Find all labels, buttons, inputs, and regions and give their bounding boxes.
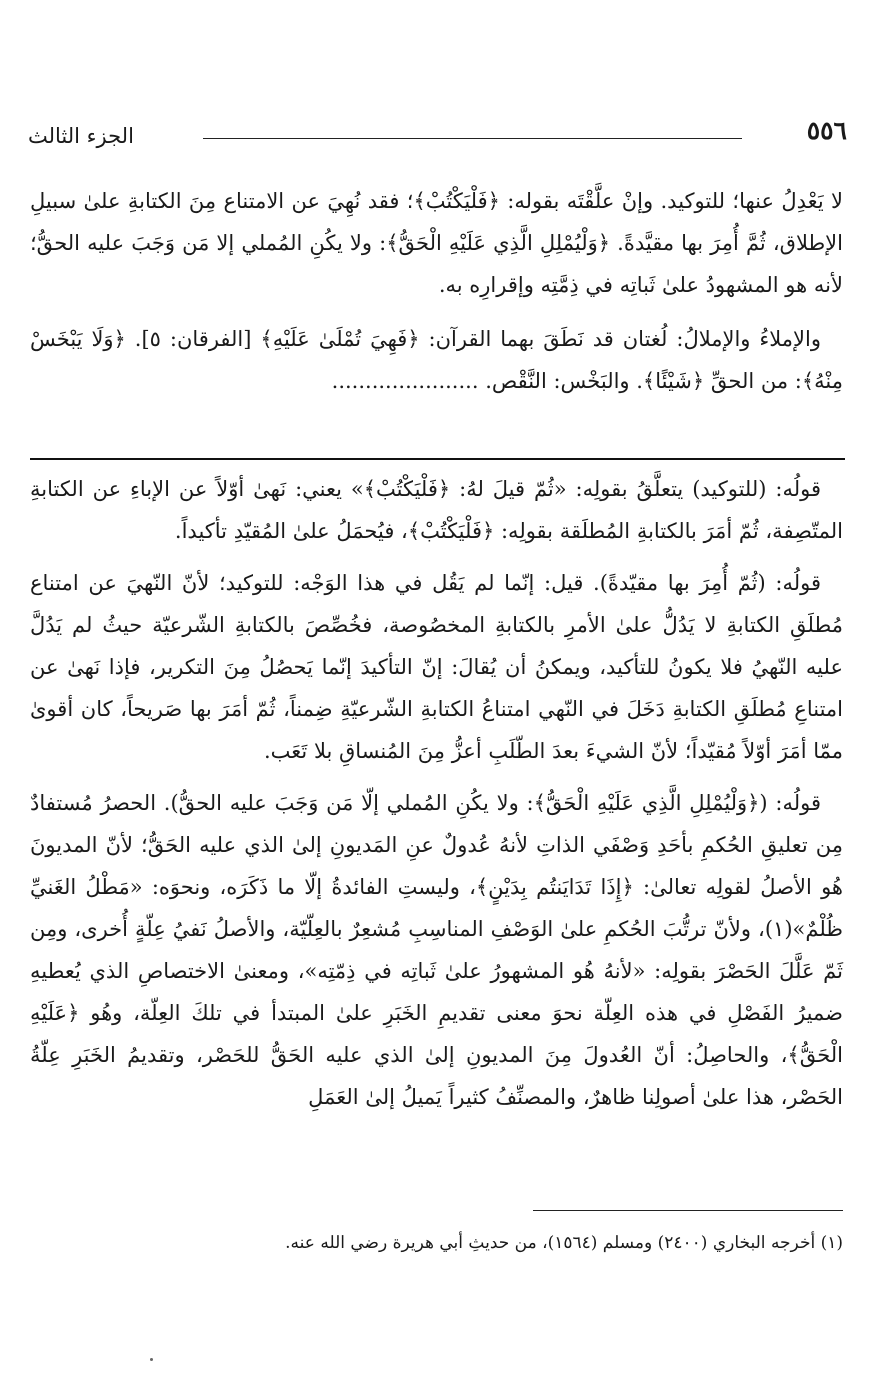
- main-text-paragraph-2: والإملاءُ والإملالُ: لُغتان قد نَطَقَ بهما القرآن: ﴿فَهِيَ تُمْلَىٰ عَلَيْهِ﴾ [الفرقان: ٥]. ﴿وَلَا يَبْخَسْ مِنْهُ﴾: من الحقِّ ﴿شَيْئًا﴾. والبَخْس: النَّقْص. ......................: [30, 327, 843, 393]
- page-header: [28, 112, 847, 156]
- commentary-paragraph-3: قولُه: (﴿وَلْيُمْلِلِ الَّذِي عَلَيْهِ الْحَقُّ﴾: ولا يكُنِ المُملي إلّا مَن وَجَبَ عليه الحقُّ). الحصرُ مُستفادٌ مِن تعليقِ الحُكمِ بأحَدِ وَصْفَي الذاتِ لأنهُ عُدولٌ عنِ المَديونِ إلىٰ الذي عليه الحَقُّ؛ لأنّ المديونَ هُو الأصلُ لقولِه تعالىٰ: ﴿إِذَا تَدَايَنتُم بِدَيْنٍ﴾، وليستِ الفائدةُ إلّا ما ذَكَرَه، ونحوَه: «مَطْلُ الغَنيِّ ظُلْمٌ»(١)، ولأنّ ترتُّبَ الحُكمِ علىٰ الوَصْفِ المناسِبِ مُشعِرٌ بالعِلّيّة، والأصلُ نَفيُ عِلّةٍ أُخرى، ومِن ثَمّ عَلَّلَ الحَصْرَ بقولِه: «لأنهُ هُو المشهورُ علىٰ ثَباتِه في ذِمّتِه»، ومعنىٰ الاختصاصِ الذي يُعطيهِ ضميرُ الفَصْلِ في هذه العِلّة نحوَ معنى تقديمِ الخَبَرِ علىٰ المبتدأ في تلكَ العِلّة، وهُو ﴿عَلَيْهِ الْحَقُّ﴾، والحاصِلُ: أنّ العُدولَ مِنَ المديونِ إلىٰ الذي عليه الحَقُّ للحَصْر، وتقديمُ الخَبَرِ عِلّةُ الحَصْر، هذا علىٰ أصولِنا ظاهرٌ، والمصنِّفُ كثيراً يَميلُ إلىٰ العَمَلِ: [30, 791, 843, 1109]
- commentary-text: [30, 468, 843, 1128]
- scan-speck: [150, 1358, 153, 1361]
- footnote-1: (١) أخرجه البخاري (٢٤٠٠) ومسلم (١٥٦٤)، من حديثِ أبي هريرة رضي الله عنه.: [285, 1233, 843, 1253]
- running-title: الجزء الثالث: [28, 124, 134, 148]
- section-divider: [30, 458, 845, 460]
- page-number: ٥٥٦: [806, 116, 847, 145]
- commentary-paragraph-1: قولُه: (للتوكيد) يتعلَّقُ بقولِه: «ثُمّ قيلَ لهُ: ﴿فَلْيَكْتُبْ﴾» يعني: نَهىٰ أوّلاً عن الإباءِ عن الكتابةِ المتّصِفة، ثُمّ أمَرَ بالكتابةِ المُطلَقة بقولِه: ﴿فَلْيَكْتُبْ﴾، فيُحمَلُ علىٰ المُقيّدِ تأكيداً.: [30, 477, 843, 543]
- commentary-paragraph-2: قولُه: (ثُمّ أُمِرَ بها مقيّدةً). قيل: إنّما لم يَقُل في هذا الوَجْه: للتوكيد؛ لأنّ النّهيَ عن امتناع مُطلَقِ الكتابةِ لا يَدُلُّ علىٰ الأمرِ بالكتابةِ المخصُوصة، فخُصِّصَ بالكتابةِ الشّرعيّة حيثُ لم يَدُلَّ عليه النّهيُ فلا يكونُ للتأكيد، ويمكنُ أن يُقالَ: إنّ التأكيدَ إنّما يَحصُلُ مِنَ التكرير، فإذا نَهىٰ عن امتناعِ مُطلَقِ الكتابةِ دَخَلَ في النّهي امتناعُ الكتابةِ الشّرعيّةِ ضِمناً، ثُمّ أمَرَ بها صَريحاً، كان أقوىٰ ممّا أمَرَ أوّلاً مُقيّداً؛ لأنّ الشيءَ بعدَ الطّلَبِ أعزُّ مِنَ المُنساقِ بلا تَعَب.: [30, 571, 843, 763]
- footnote-rule: [533, 1210, 843, 1211]
- main-text: [30, 180, 843, 414]
- footnote: [30, 1228, 843, 1258]
- main-text-paragraph-1: لا يَعْدِلُ عنها؛ للتوكيد. وإنْ علَّقْتَه بقوله: ﴿فَلْيَكْتُبْ﴾؛ فقد نُهِيَ عن الامتناع مِنَ الكتابةِ علىٰ سبيلِ الإطلاق، ثُمَّ أُمِرَ بها مقيَّدةً. ﴿وَلْيُمْلِلِ الَّذِي عَلَيْهِ الْحَقُّ﴾: ولا يكُنِ المُملي إلا مَن وَجَبَ عليه الحقُّ؛ لأنه هو المشهودُ علىٰ ثَباتِه في ذِمَّتِه وإقرارِه به.: [30, 189, 843, 297]
- header-rule: [203, 138, 742, 139]
